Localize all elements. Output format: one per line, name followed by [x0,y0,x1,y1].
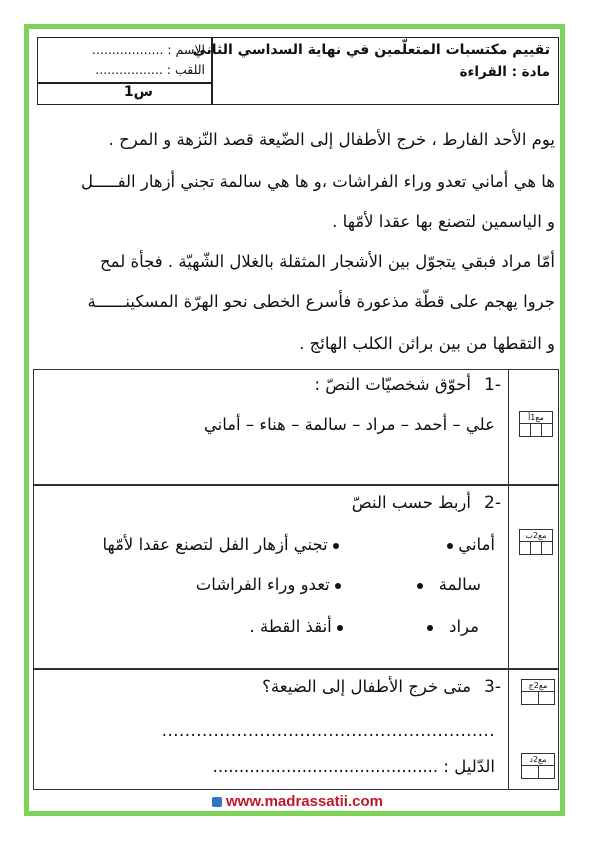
match-left-label: أماني [458,535,495,554]
subject-label: مادة : القراءة [459,64,550,80]
questions-table [33,369,559,818]
grade-box-1 [519,411,553,437]
match-left-3[interactable] [427,617,479,636]
passage-line: ها هي أماني تعدو وراء الفراشات ،و ها هي سالمة تجني أزهار الفـــــل [81,172,555,191]
passage-line: أمّا مراد فبقي يتجوّل بين الأشجار المثقلة بالغلال الشّهيّة . فجأة لمح [100,252,555,271]
match-right-label: تعدو وراء الفراشات [195,575,330,594]
header-row-divider [38,82,211,84]
site-logo-icon [212,797,222,807]
question-3-prompt: متى خرج الأطفال إلى الضيعة؟ [262,677,471,696]
question-3-evidence-line[interactable]: الدّليل : ........................................... [212,757,495,776]
surname-field[interactable]: اللقب : ................. [95,62,205,77]
passage-line: جروا يهجم على قطّة مذعورة فأسرع الخطى نحو الهرّة المسكينــــــة [87,292,555,311]
question-3-answer-line[interactable]: .......................................................... [161,721,495,740]
website-footer[interactable] [0,793,595,810]
grade-box-3 [521,679,555,705]
bullet-icon [335,583,341,589]
grade-label: مع2د [522,754,554,766]
match-left-label: مراد [449,617,479,636]
question-3-number: 3- [484,677,501,697]
exam-header [37,37,559,105]
bullet-icon [447,543,453,549]
question-1-names[interactable]: علي – أحمد – مراد – سالمة – هناء – أماني [203,415,495,434]
match-right-label: أنقذ القطة . [249,617,332,636]
name-field[interactable]: الاسم : .................. [91,42,205,57]
match-right-1[interactable] [102,535,339,554]
match-right-2[interactable] [196,575,341,594]
question-2-prompt: أربط حسب النصّ [351,493,471,512]
match-left-1[interactable] [447,535,495,554]
website-link[interactable]: www.madrassatii.com [225,793,383,810]
bullet-icon [333,543,339,549]
grade-label: مع2ب [520,530,552,542]
grade-column-divider [508,369,509,790]
level-label: س1 [123,84,153,100]
student-info-box [38,38,211,104]
passage-line: و الياسمين لتصنع بها عقدا لأمّها . [332,212,555,231]
match-left-label: سالمة [438,575,481,594]
exam-title: تقييم مكتسبات المتعلّمين في نهاية السداسي الثاني [192,42,550,58]
match-left-2[interactable] [417,575,481,594]
grade-label: مع2ج [522,680,554,692]
bullet-icon [337,625,343,631]
match-right-3[interactable] [249,617,343,636]
match-right-label: تجني أزهار الفل لتصنع عقدا لأمّها [102,535,328,554]
bullet-icon [427,625,433,631]
question-1-number: 1- [484,375,501,395]
grade-label: مع1أ [520,412,552,424]
passage-line: و التقطها من بين براثن الكلب الهائج . [299,334,555,353]
question-1-prompt: أحوّق شخصيّات النصّ : [314,375,471,394]
passage-line: يوم الأحد الفارط ، خرج الأطفال إلى الضّيعة قصد النّزهة و المرح . [108,130,555,149]
grade-box-2 [519,529,553,555]
question-2-number: 2- [484,493,501,513]
bullet-icon [417,583,423,589]
grade-box-4 [521,753,555,779]
